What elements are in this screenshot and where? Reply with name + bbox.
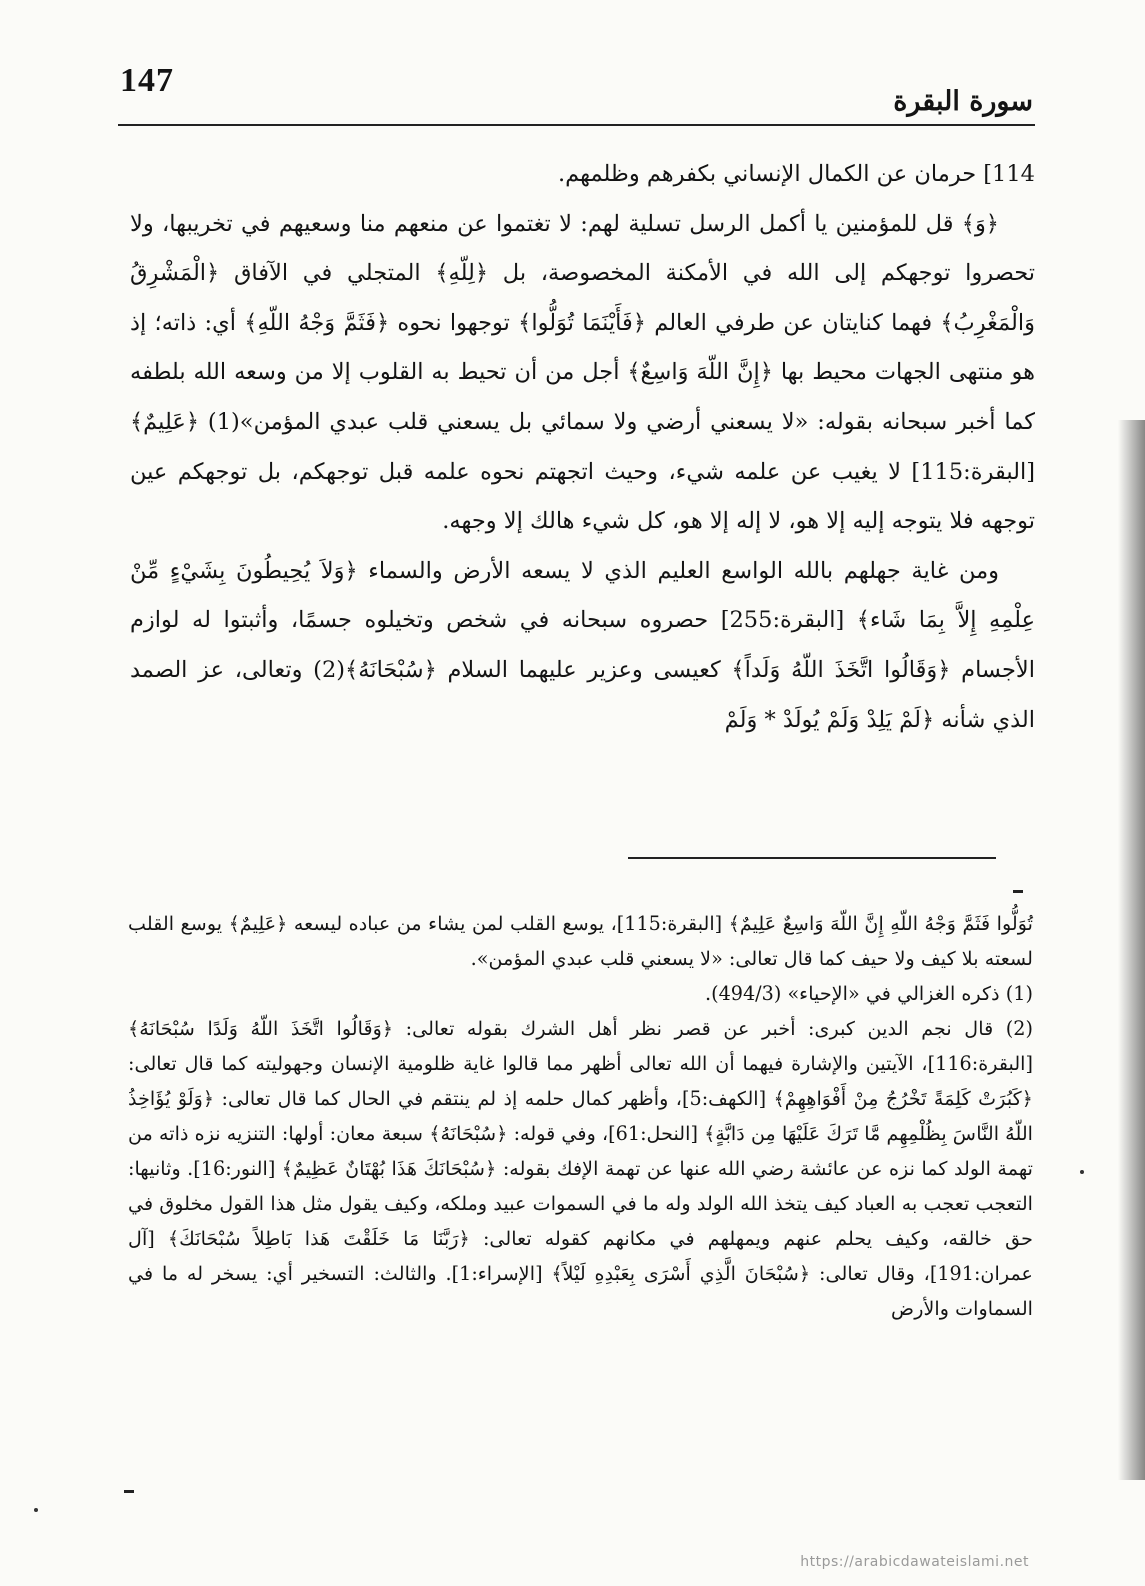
running-head-surah-title: سورة البقرة bbox=[893, 86, 1033, 117]
footnote-rule bbox=[628, 857, 996, 859]
main-paragraph: 114] حرمان عن الكمال الإنساني بكفرهم وظلمهم. bbox=[557, 161, 1035, 187]
footnote-continuation: تُوَلُّوا فَثَمَّ وَجْهُ اللّهِ إِنَّ اللّهَ وَاسِعٌ عَلِيمٌ﴾ [البقرة:115]، يوسع القلب لمن يشاء من عباده ليسعه ﴿عَلِيمٌ﴾ يوسع القلب لسعته بلا كيف ولا حيف كما قال تعالى: «لا يسعني قلب عبدي المؤمن». bbox=[128, 912, 1033, 970]
scan-speck bbox=[34, 1508, 38, 1512]
scan-margin-shadow bbox=[1111, 420, 1145, 1480]
header-rule bbox=[118, 124, 1035, 126]
margin-dash-mark bbox=[124, 1490, 134, 1493]
scan-speck bbox=[1080, 1170, 1084, 1174]
footnotes bbox=[128, 906, 1033, 1326]
watermark-url: https://arabicdawateislami.net bbox=[800, 1554, 1029, 1570]
margin-dash-mark bbox=[1013, 890, 1023, 893]
footnote-2: (2) قال نجم الدين كبرى: أخبر عن قصر نظر أهل الشرك بقوله تعالى: ﴿وَقَالُوا اتَّخَذَ اللّهُ وَلَدًا سُبْحَانَهُ﴾ [البقرة:116]، الآيتين والإشارة فيهما أن الله تعالى أظهر مما قالوا غاية ظلومية الإنسان وجهوليته كما قال تعالى: ﴿كَبُرَتْ كَلِمَةً تَخْرُجُ مِنْ أَفْوَاهِهِمْ﴾ [الكهف:5]، وأظهر كمال حلمه إذ لم ينتقم في الحال كما قال تعالى: ﴿وَلَوْ يُؤَاخِذُ اللّهُ النَّاسَ بِظُلْمِهِم مَّا تَرَكَ عَلَيْهَا مِن دَابَّةٍ﴾ [النحل:61]، وفي قوله: ﴿سُبْحَانَهُ﴾ سبعة معان: أولها: التنزيه نزه ذاته من تهمة الولد كما نزه عن عائشة رضي الله عنها عن تهمة الإفك بقوله: ﴿سُبْحَانَكَ هَذَا بُهْتَانٌ عَظِيمٌ﴾ [النور:16]. وثانيها: التعجب تعجب به العباد كيف يتخذ الله الولد وله ما في السموات عبيد وملكه، وكيف يقول مثل هذا القول مخلوق في حق خالقه، وكيف يحلم عنهم ويمهلهم في مكانهم كقوله تعالى: ﴿رَبَّنَا مَا خَلَقْتَ هَذا بَاطِلاً سُبْحَانَكَ﴾ [آل عمران:191]، وقال تعالى: ﴿سُبْحَانَ الَّذِي أَسْرَى بِعَبْدِهِ لَيْلاً﴾ [الإسراء:1]. والثالث: التسخير أي: يسخر له ما في السماوات والأرض bbox=[128, 1017, 1034, 1320]
main-paragraph: ومن غاية جهلهم بالله الواسع العليم الذي لا يسعه الأرض والسماء ﴿وَلاَ يُحِيطُونَ بِشَيْءٍ مِّنْ عِلْمِهِ إِلاَّ بِمَا شَاء﴾ [البقرة:255] حصروه سبحانه في شخص وتخيلوه جسمًا، وأثبتوا له لوازم الأجسام ﴿وَقَالُوا اتَّخَذَ اللّهُ وَلَداً﴾ كعيسى وعزير عليهما السلام ﴿سُبْحَانَهُ﴾(2) وتعالى، عز الصمد الذي شأنه ﴿لَمْ يَلِدْ وَلَمْ يُولَدْ * وَلَمْ bbox=[130, 557, 1036, 733]
main-text bbox=[130, 150, 1035, 745]
footnote-1: (1) ذكره الغزالي في «الإحياء» (494/3). bbox=[704, 982, 1033, 1005]
page-number: 147 bbox=[120, 62, 174, 99]
main-paragraph: ﴿وَ﴾ قل للمؤمنين يا أكمل الرسل تسلية لهم: لا تغتموا عن منعهم منا وسعيهم في تخريبها، ولا تحصروا توجهكم إلى الله في الأمكنة المخصوصة، بل ﴿لِلّهِ﴾ المتجلي في الآفاق ﴿الْمَشْرِقُ وَالْمَغْرِبُ﴾ فهما كنايتان عن طرفي العالم ﴿فَأَيْنَمَا تُوَلُّوا﴾ توجهوا نحوه ﴿فَثَمَّ وَجْهُ اللّهِ﴾ أي: ذاته؛ إذ هو منتهى الجهات محيط بها ﴿إِنَّ اللّهَ وَاسِعٌ﴾ أجل من أن تحيط به القلوب إلا من وسعه الله بلطفه كما أخبر سبحانه بقوله: «لا يسعني أرضي ولا سمائي بل يسعني قلب عبدي المؤمن»(1) ﴿عَلِيمٌ﴾ [البقرة:115] لا يغيب عن علمه شيء، وحيث اتجهتم نحوه علمه قبل توجهكم، بل توجهكم عين توجهه فلا يتوجه إليه إلا هو، لا إله إلا هو، كل شيء هالك إلا وجهه. bbox=[130, 210, 1036, 535]
